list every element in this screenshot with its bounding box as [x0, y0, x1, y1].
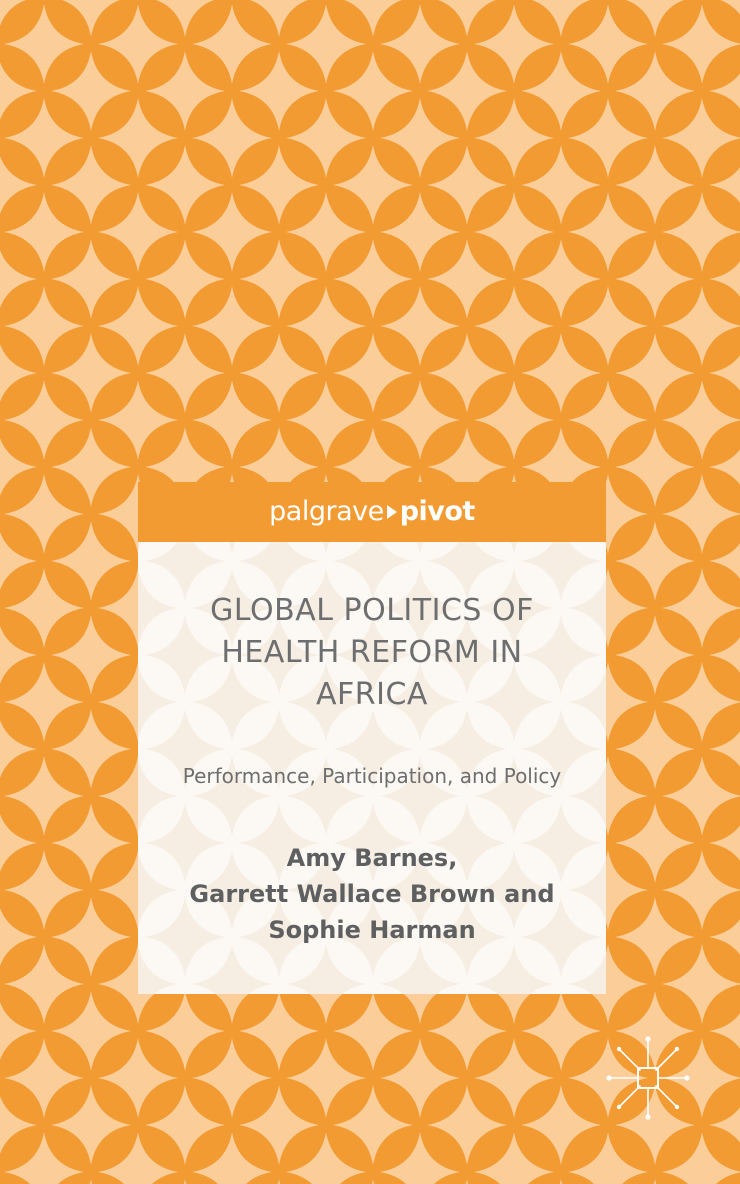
book-authors [138, 840, 606, 948]
publisher-brand [138, 495, 606, 529]
author-line: Amy Barnes, [286, 844, 458, 872]
title-line: HEALTH REFORM IN [221, 635, 523, 670]
author-line: Garrett Wallace Brown and [189, 880, 555, 908]
brand-band [138, 482, 606, 542]
brand-prefix: palgrave [269, 496, 384, 527]
brand-suffix: pivot [399, 496, 475, 527]
palgrave-logo-icon [604, 1034, 692, 1122]
title-line: AFRICA [316, 677, 428, 712]
title-line: GLOBAL POLITICS OF [210, 593, 534, 628]
title-panel [138, 542, 606, 994]
brand-arrow-icon [387, 505, 397, 519]
book-title [148, 590, 596, 716]
author-line: Sophie Harman [268, 916, 476, 944]
book-subtitle: Performance, Participation, and Policy [182, 764, 562, 788]
